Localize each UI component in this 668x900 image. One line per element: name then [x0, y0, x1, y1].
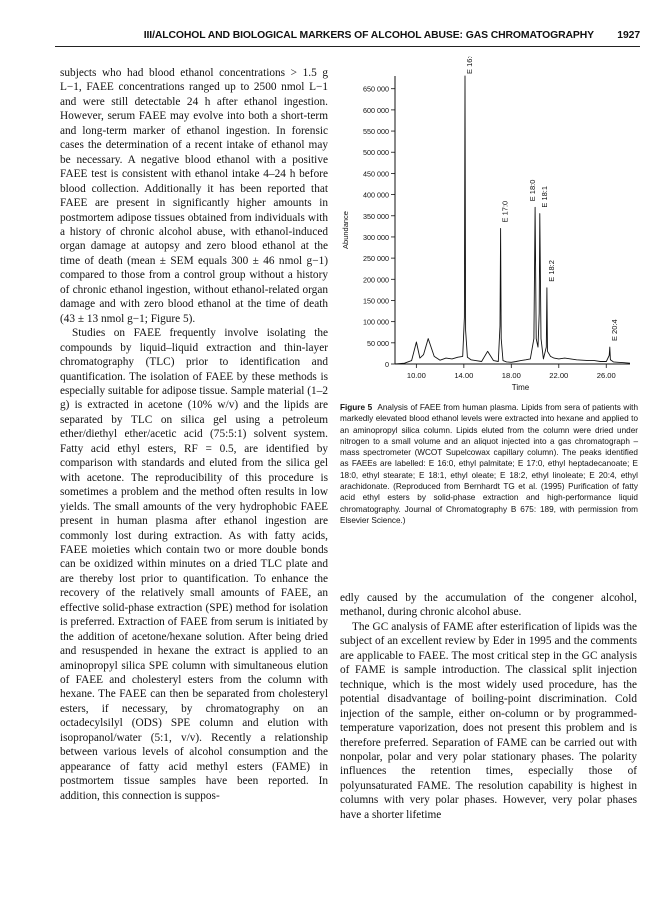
y-tick-label: 100 000	[363, 317, 389, 327]
peak-label: E 18:2	[546, 260, 556, 282]
y-tick-label: 650 000	[363, 84, 389, 94]
left-paragraph-2: Studies on FAEE frequently involve isolating the compounds by liquid–liquid extraction and thin-layer chromatography (TLC) prior to identification and quantification. The isolation of FAEE by these methods is especially suitable for adipose tissue. Sample material (1–2 g) is extracted in acetone (10% w/v) and the lipids are separated by TLC on silica gel using a petroleum ether/diethyl ether/acetic acid (75:5:1) solvent system. Fatty acid ethyl esters, RF = 0.5, are identified by comparison with standards and eluted from the silica gel with acetone. The reproducibility of this procedure is sometimes a problem and the method often results in low yields. The small amounts of the very hydrophobic FAEE present in human plasma after ethanol ingestion are commonly lost during extraction. As with fatty acids, FAEE moieties which contain two or more double bonds can be oxidized within minutes on a dried TLC plate and are thereby lost prior to quantification. To enhance the recovery of the relatively small amounts of FAEE, an effective solid-phase extraction (SPE) method for isolation is preferred. Extraction of FAEE from serum is initiated by the addition of acetone/hexane solution. After being dried and resuspended in hexane the extract is applied to an aminopropyl silica SPE column with simultaneous elution of FAEE and cholesteryl esters from the column with hexane. The FAEE can then be separated from cholesteryl esters, if necessary, by chromatography on an octadecylsilyl (ODS) SPE column and elution with isopropanol/water (5:1, v/v). Recently a relationship between various levels of alcohol consumption and the appearance of fatty acid methyl esters (FAME) in postmortem tissue samples have been reported. In addition, this connection is suppos-	[60, 327, 328, 802]
y-tick-label: 300 000	[363, 232, 389, 242]
right-paragraph-2: The GC analysis of FAME after esterification of lipids was the subject of an excellent review by Eder in 1995 and the comments are applicable to FAEE. The most critical step in the GC analysis of FAME is sample introduction. The classical split injection technique, which is the most widely used procedure, has the potential disadvantage of boiling-point discrimination. Cold injection of the sample, either on-column or by programmed-temperature vaporization, does not present this problem and is therefore preferred. Separation of FAME can be carried out with nonpolar, polar and very polar stationary phases. The polarity influences the retention times, especially those of polyunsaturated FAME. The resolution capability is highest in columns with very polar phases. However, very polar phases have a shorter lifetime	[340, 620, 637, 821]
figure-5-chromatogram	[338, 56, 638, 402]
x-tick-label: 18.00	[501, 371, 521, 380]
y-tick-label: 550 000	[363, 127, 389, 137]
chromatogram-trace	[395, 76, 630, 364]
y-tick-label: 200 000	[363, 275, 389, 285]
chromatogram-chart	[338, 56, 638, 402]
caption-text: Analysis of FAEE from human plasma. Lipids from sera of patients with markedly elevated blood ethanol levels were extracted into hexane and applied to an aminopropyl silica column. Lipids eluted from the column were dried under nitrogen to a small volume and an aliquot injected into a gas chromatograph – mass spectrometer (WCOT Supelcowax capillary column). The peaks identified as FAEEs are labelled: E 16:0, ethyl palmitate; E 17:0, ethyl heptadecanoate; E 18:0, ethyl stearate; E 18:1, ethyl oleate; E 18:2, ethyl linoleate; E 20:4, ethyl arachidonate. (Reproduced from Bernhardt TG et al. (1995) Purification of fatty acid ethyl esters by solid-phase extraction and high-performance liquid chromatography. Journal of Chromatography B 675: 189, with permission from Elsevier Science.)	[340, 403, 638, 525]
peak-label: E 18:1	[539, 185, 549, 208]
peak-label: E 17:0	[500, 200, 510, 223]
y-tick-label: 350 000	[363, 211, 389, 221]
header-rule	[55, 46, 640, 47]
running-header	[55, 28, 640, 44]
y-axis-label: Abundance	[341, 211, 350, 249]
figure-caption	[340, 402, 638, 526]
page-number: 1927	[617, 30, 640, 41]
figure-label: Figure 5	[340, 403, 373, 412]
y-tick-label: 400 000	[363, 190, 389, 200]
x-tick-label: 10.00	[406, 371, 426, 380]
y-tick-label: 500 000	[363, 148, 389, 158]
y-tick-label: 50 000	[367, 338, 389, 348]
x-tick-label: 14.00	[454, 371, 474, 380]
left-paragraph-1: subjects who had blood ethanol concentrations > 1.5 g L−1, FAEE concentrations ranged up to 2500 nmol L−1 and were still detectable 24 h after ethanol ingestion. However, serum FAEE may evolve into both a short-term and long-term marker of ethanol ingestion. In forensic cases the determination of a recent intake of ethanol may be necessary. A negative blood ethanol with a positive FAEE test is consistent with ethanol intake 4–24 h before blood collection. Additionally it has been reported that FAEE are present in significantly higher amounts in postmortem adipose tissues obtained from individuals with a history of chronic alcohol abuse, with ethanol-induced organ damage at autopsy and zero blood ethanol at the time of death (mean ± SEM equals 300 ± 46 nmol g−1) compared to those from a control group without a history of chronic ethanol ingestion, without ethanol-related organ damage and with zero blood ethanol at the time of death (43 ± 13 nmol g−1; Figure 5).	[60, 67, 328, 325]
y-tick-label: 600 000	[363, 105, 389, 115]
right-column	[340, 591, 637, 822]
peak-label: E 18:0	[528, 179, 538, 202]
x-tick-label: 22.00	[549, 371, 569, 380]
peak-label: E 20:4	[609, 319, 619, 342]
x-tick-label: 26.00	[596, 371, 616, 380]
right-paragraph-1: edly caused by the accumulation of the congener alcohol, methanol, during chronic alcohol abuse.	[340, 592, 637, 619]
x-axis-label: Time	[511, 383, 530, 392]
y-tick-label: 0	[385, 360, 389, 369]
y-tick-label: 450 000	[363, 169, 389, 179]
y-tick-label: 250 000	[363, 254, 389, 264]
peak-label: E 16:0	[465, 56, 475, 74]
header-title: III/ALCOHOL AND BIOLOGICAL MARKERS OF ALCOHOL ABUSE: GAS CHROMATOGRAPHY	[143, 30, 594, 41]
left-column	[60, 66, 328, 803]
y-tick-label: 150 000	[363, 296, 389, 306]
